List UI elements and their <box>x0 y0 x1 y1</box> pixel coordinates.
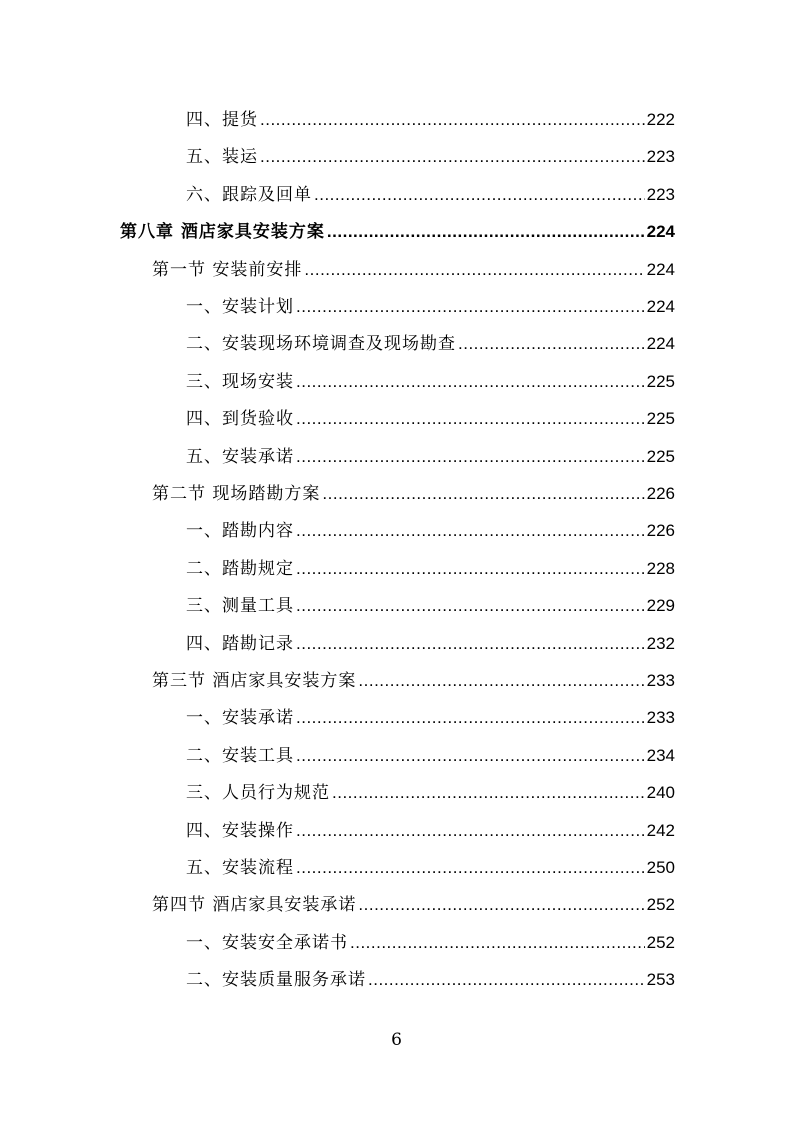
toc-entry[interactable] <box>186 778 675 808</box>
toc-section-entry[interactable] <box>152 666 675 696</box>
toc-dot-leader <box>296 816 645 846</box>
toc-dot-leader <box>322 479 644 509</box>
toc-entry[interactable] <box>186 329 675 359</box>
toc-entry[interactable] <box>186 516 675 546</box>
toc-entry-title: 第八章 酒店家具安装方案 <box>120 222 325 243</box>
toc-dot-leader <box>304 255 644 285</box>
toc-entry-page: 228 <box>646 558 675 578</box>
toc-entry-title: 三、现场安装 <box>186 371 294 392</box>
toc-entry-page: 224 <box>646 334 675 354</box>
toc-entry[interactable] <box>186 928 675 958</box>
toc-dot-leader <box>296 853 645 883</box>
toc-dot-leader <box>358 890 644 920</box>
toc-entry[interactable] <box>186 741 675 771</box>
toc-dot-leader <box>296 554 645 584</box>
toc-entry-title: 二、安装质量服务承诺 <box>186 970 366 991</box>
toc-dot-leader <box>260 142 645 172</box>
toc-entry[interactable] <box>186 292 675 322</box>
toc-entry-page: 242 <box>646 820 675 840</box>
toc-entry[interactable] <box>186 404 675 434</box>
toc-entry-title: 第二节 现场踏勘方案 <box>152 484 321 504</box>
toc-entry-page: 233 <box>646 708 675 728</box>
toc-entry-page: 226 <box>646 521 675 541</box>
toc-entry-title: 六、跟踪及回单 <box>186 184 312 205</box>
toc-entry[interactable] <box>186 442 675 472</box>
toc-dot-leader <box>358 666 644 696</box>
toc-chapter-entry[interactable] <box>120 217 675 247</box>
toc-entry-title: 四、提货 <box>186 110 258 130</box>
toc-entry-title: 二、安装工具 <box>186 745 294 766</box>
toc-entry-page: 252 <box>646 895 675 915</box>
toc-entry-title: 二、安装现场环境调查及现场勘查 <box>186 334 456 355</box>
toc-entry-page: 226 <box>646 484 675 503</box>
toc-entry[interactable] <box>186 554 675 584</box>
toc-entry-page: 234 <box>646 745 675 765</box>
toc-entry-title: 一、安装计划 <box>186 297 294 317</box>
toc-entry[interactable] <box>186 703 675 733</box>
toc-dot-leader <box>296 591 645 621</box>
toc-entry-title: 一、踏勘内容 <box>186 521 294 542</box>
toc-entry-page: 252 <box>646 932 675 952</box>
toc-section-entry[interactable] <box>152 479 675 509</box>
toc-dot-leader <box>458 329 645 359</box>
toc-entry-page: 222 <box>646 110 675 129</box>
toc-section-entry[interactable] <box>152 255 675 285</box>
toc-dot-leader <box>368 965 645 995</box>
toc-entry-title: 五、安装流程 <box>186 858 294 878</box>
toc-entry-title: 一、安装承诺 <box>186 708 294 729</box>
toc-entry-page: 232 <box>646 633 675 653</box>
toc-entry-page: 229 <box>646 596 675 616</box>
toc-entry[interactable] <box>186 142 675 172</box>
toc-entry[interactable] <box>186 180 675 210</box>
toc-entry-page: 250 <box>646 858 675 877</box>
toc-dot-leader <box>260 105 645 135</box>
toc-entry-page: 223 <box>646 147 675 167</box>
toc-entry-page: 225 <box>646 409 675 429</box>
toc-entry-title: 四、踏勘记录 <box>186 633 294 654</box>
toc-entry-title: 第四节 酒店家具安装承诺 <box>152 895 357 916</box>
toc-dot-leader <box>296 404 645 434</box>
toc-entry-page: 233 <box>646 671 675 690</box>
toc-dot-leader <box>296 741 645 771</box>
toc-dot-leader <box>296 367 645 397</box>
toc-entry-title: 四、到货验收 <box>186 409 294 430</box>
toc-entry[interactable] <box>186 853 675 883</box>
toc-section-entry[interactable] <box>152 890 675 920</box>
toc-entry-title: 五、安装承诺 <box>186 446 294 467</box>
toc-entry-title: 三、测量工具 <box>186 596 294 617</box>
toc-entry[interactable] <box>186 965 675 995</box>
page-number: 6 <box>391 1030 402 1050</box>
toc-entry[interactable] <box>186 629 675 659</box>
toc-dot-leader <box>296 703 645 733</box>
toc-entry-page: 224 <box>646 259 675 279</box>
toc-entry[interactable] <box>186 591 675 621</box>
toc-dot-leader <box>296 292 645 322</box>
toc-entry[interactable] <box>186 367 675 397</box>
toc-dot-leader <box>327 217 645 247</box>
toc-dot-leader <box>296 629 645 659</box>
toc-dot-leader <box>296 516 645 546</box>
toc-entry-page: 225 <box>646 446 675 466</box>
toc-entry-title: 二、踏勘规定 <box>186 558 294 579</box>
toc-entry-page: 223 <box>646 184 675 204</box>
toc-dot-leader <box>314 180 645 210</box>
toc-entry-page: 225 <box>646 371 675 391</box>
toc-entry-title: 第一节 安装前安排 <box>152 259 303 280</box>
toc-dot-leader <box>296 442 645 472</box>
toc-entry-page: 224 <box>646 297 675 316</box>
toc-dot-leader <box>332 778 645 808</box>
toc-entry-title: 三、人员行为规范 <box>186 783 330 804</box>
toc-entry-title: 一、安装安全承诺书 <box>186 932 348 953</box>
toc-entry-page: 253 <box>646 970 675 990</box>
toc-entry[interactable] <box>186 105 675 135</box>
toc-entry-title: 五、装运 <box>186 147 258 168</box>
toc-entry-title: 第三节 酒店家具安装方案 <box>152 671 357 691</box>
toc-entry-page: 240 <box>646 783 675 803</box>
toc-entry-page: 224 <box>646 222 675 242</box>
toc-dot-leader <box>350 928 645 958</box>
toc-entry-title: 四、安装操作 <box>186 820 294 841</box>
toc-entry[interactable] <box>186 816 675 846</box>
